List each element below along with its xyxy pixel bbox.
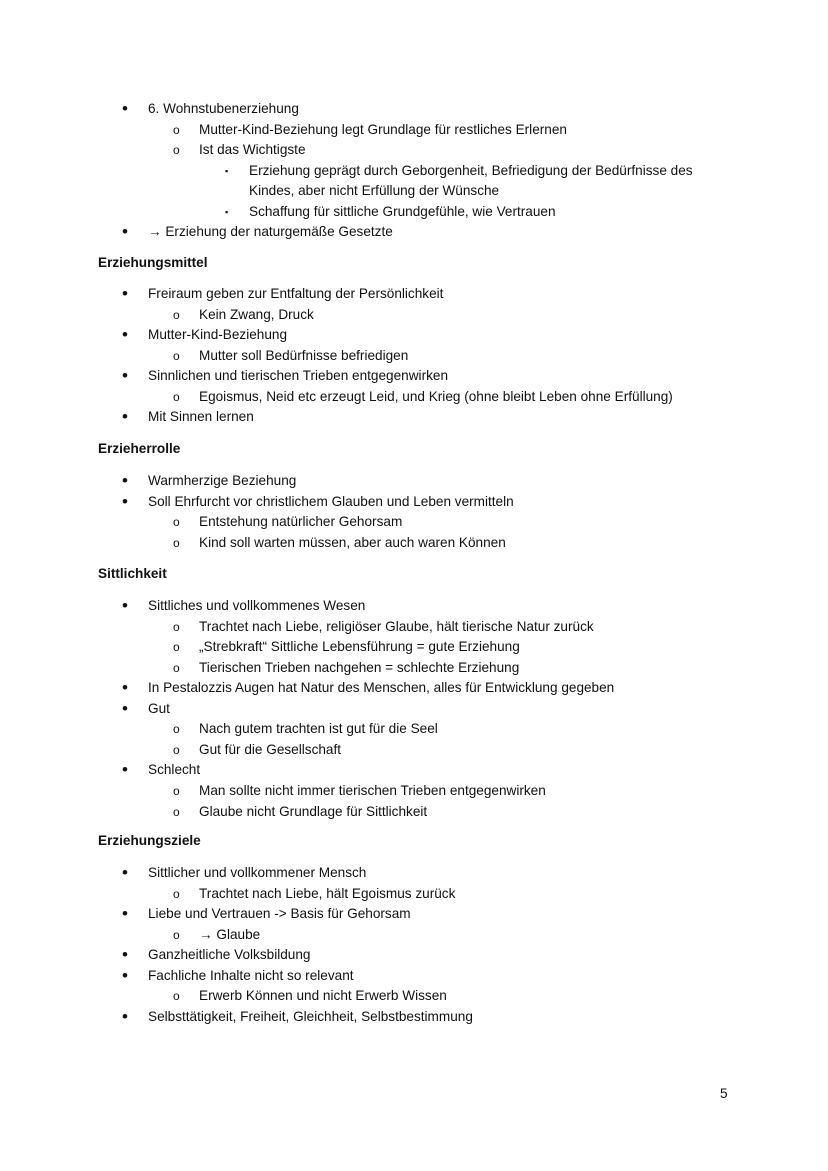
- list-item-level-1: Sittlicher und vollkommener Mensch: [148, 865, 367, 880]
- list-item-level-2: Ist das Wichtigste: [199, 142, 306, 158]
- circle-bullet-icon: o: [173, 535, 180, 550]
- circle-bullet-icon: o: [173, 122, 180, 137]
- list-item-level-1: Liebe und Vertrauen -> Basis für Gehorsam: [148, 906, 411, 922]
- list-item-level-2: Nach gutem trachten ist gut für die Seel: [199, 721, 438, 737]
- list-item-level-1: Soll Ehrfurcht vor christlichem Glauben und Leben vermitteln: [148, 493, 514, 509]
- list-item-level-2: Erwerb Können und nicht Erwerb Wissen: [199, 988, 447, 1004]
- circle-bullet-icon: o: [173, 804, 180, 819]
- section-heading-sittlichkeit: Sittlichkeit: [98, 566, 167, 581]
- list-item-level-1: Schlecht: [148, 762, 201, 778]
- circle-bullet-icon: o: [173, 927, 180, 942]
- list-item-level-2: Tierischen Trieben nachgehen = schlechte Erziehung: [199, 659, 520, 675]
- bullet-icon: •: [122, 904, 128, 924]
- section-heading-erziehungsmittel: Erziehungsmittel: [98, 255, 208, 270]
- section-heading-erziehungsziele: Erziehungsziele: [98, 833, 201, 848]
- bullet-icon: •: [122, 698, 128, 718]
- square-bullet-icon: ▪: [225, 165, 229, 176]
- list-item-level-2: Kind soll warten müssen, aber auch waren Können: [199, 534, 506, 550]
- list-item-level-2: Mutter-Kind-Beziehung legt Grundlage für restliches Erlernen: [199, 121, 567, 137]
- list-item-level-2: Trachtet nach Liebe, hält Egoismus zurück: [199, 885, 456, 901]
- list-item-level-2: „Strebkraft“ Sittliche Lebensführung = gute Erziehung: [199, 639, 520, 655]
- list-item-level-1: 6. Wohnstubenerziehung: [148, 101, 299, 116]
- square-bullet-icon: ▪: [225, 206, 229, 217]
- list-item-level-1: In Pestalozzis Augen hat Natur des Menschen, alles für Entwicklung gegeben: [148, 680, 615, 696]
- bullet-icon: •: [122, 945, 128, 965]
- list-item-level-2: Entstehung natürlicher Gehorsam: [199, 514, 403, 530]
- bullet-icon: •: [122, 1006, 128, 1026]
- circle-bullet-icon: o: [173, 348, 180, 363]
- list-item-level-1: Ganzheitliche Volksbildung: [148, 947, 311, 963]
- list-item-level-3: Kindes, aber nicht Erfüllung der Wünsche: [249, 183, 500, 199]
- list-item-level-2: → Glaube: [199, 926, 261, 942]
- bullet-icon: •: [122, 366, 128, 386]
- section-heading-erzieherrolle: Erzieherrolle: [98, 441, 181, 456]
- list-item-level-1: Warmherzige Beziehung: [148, 473, 297, 488]
- circle-bullet-icon: o: [173, 640, 180, 655]
- bullet-icon: •: [122, 596, 128, 615]
- list-item-level-3: Erziehung geprägt durch Geborgenheit, Befriedigung der Bedürfnisse des: [249, 162, 693, 178]
- circle-bullet-icon: o: [173, 783, 180, 798]
- list-item-level-1: Freiraum geben zur Entfaltung der Persönlichkeit: [148, 286, 444, 301]
- bullet-icon: •: [122, 222, 128, 242]
- list-item-level-2: Egoismus, Neid etc erzeugt Leid, und Krieg (ohne bleibt Leben ohne Erfüllung): [199, 388, 673, 404]
- bullet-icon: •: [122, 491, 128, 511]
- circle-bullet-icon: o: [173, 515, 180, 530]
- list-item-level-1: Mit Sinnen lernen: [148, 409, 254, 425]
- bullet-icon: •: [122, 760, 128, 780]
- bullet-icon: •: [122, 284, 128, 303]
- circle-bullet-icon: o: [173, 742, 180, 757]
- circle-bullet-icon: o: [173, 619, 180, 634]
- list-item-level-1: Mutter-Kind-Beziehung: [148, 327, 288, 343]
- circle-bullet-icon: o: [173, 143, 180, 158]
- list-item-level-1: Sittliches und vollkommenes Wesen: [148, 598, 366, 613]
- bullet-icon: •: [122, 471, 128, 490]
- bullet-icon: •: [122, 678, 128, 698]
- bullet-icon: •: [122, 99, 128, 118]
- page-number: 5: [720, 1086, 728, 1101]
- list-item-level-1: Sinnlichen und tierischen Trieben entgegenwirken: [148, 368, 449, 384]
- list-item-level-2: Glaube nicht Grundlage für Sittlichkeit: [199, 803, 428, 819]
- bullet-icon: •: [122, 407, 128, 427]
- list-item-level-3: Schaffung für sittliche Grundgefühle, wie Vertrauen: [249, 203, 556, 219]
- list-item-level-2: Mutter soll Bedürfnisse befriedigen: [199, 347, 409, 363]
- circle-bullet-icon: o: [173, 722, 180, 737]
- list-item-level-1: Gut: [148, 700, 170, 716]
- circle-bullet-icon: o: [173, 989, 180, 1004]
- list-item-level-2: Man sollte nicht immer tierischen Trieben entgegenwirken: [199, 782, 546, 798]
- list-item-level-2: Kein Zwang, Druck: [199, 306, 314, 322]
- list-item-level-1: Fachliche Inhalte nicht so relevant: [148, 967, 354, 983]
- list-item-level-2: Trachtet nach Liebe, religiöser Glaube, hält tierische Natur zurück: [199, 618, 594, 634]
- list-item-level-1: → Erziehung der naturgemäße Gesetzte: [148, 224, 393, 240]
- circle-bullet-icon: o: [173, 660, 180, 675]
- circle-bullet-icon: o: [173, 886, 180, 901]
- bullet-icon: •: [122, 325, 128, 345]
- circle-bullet-icon: o: [173, 389, 180, 404]
- list-item-level-2: Gut für die Gesellschaft: [199, 741, 342, 757]
- bullet-icon: •: [122, 863, 128, 882]
- circle-bullet-icon: o: [173, 307, 180, 322]
- list-item-level-1: Selbsttätigkeit, Freiheit, Gleichheit, Selbstbestimmung: [148, 1008, 473, 1024]
- bullet-icon: •: [122, 965, 128, 985]
